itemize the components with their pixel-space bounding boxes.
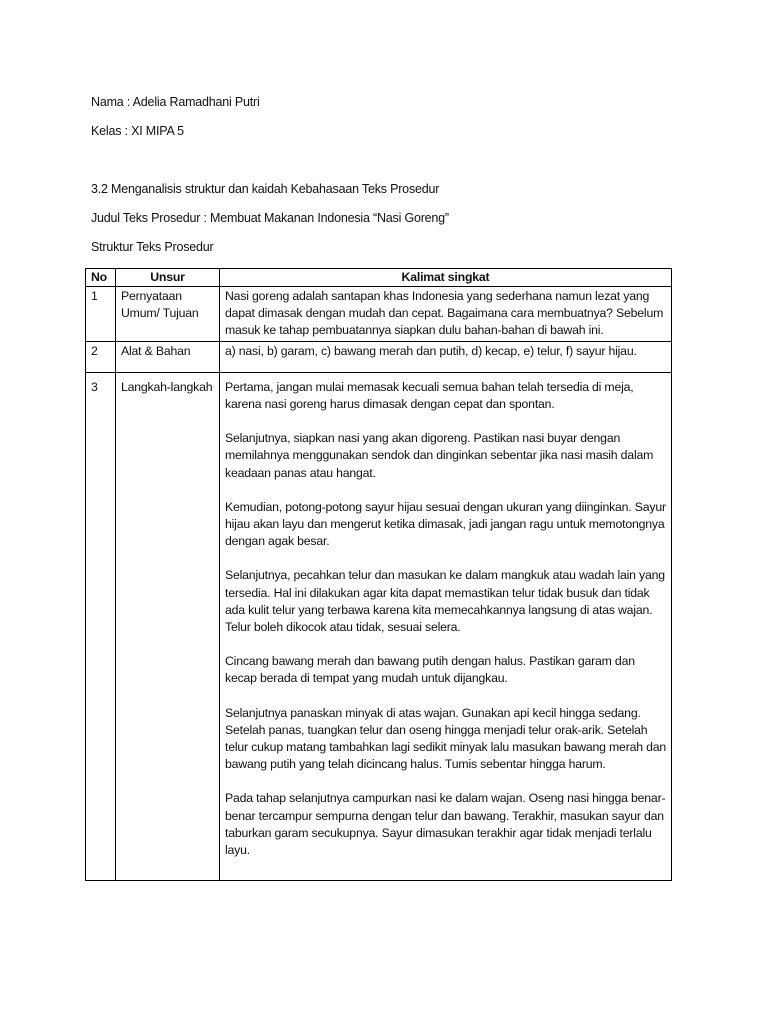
table-row <box>86 372 672 880</box>
student-class: Kelas : XI MIPA 5 <box>91 124 184 138</box>
structure-heading: Struktur Teks Prosedur <box>91 240 214 254</box>
step-paragraph: Selanjutnya panaskan minyak di atas wajan. Gunakan api kecil hingga sedang. Setelah panas, tuangkan telur dan oseng hingga menjadi telur orak-arik. Setelah telur cukup matang tambahkan lagi sedikit minyak lalu masukan bawang merah dan bawang putih yang telah dicincang halus. Tumis sebentar hingga harum. <box>225 705 667 772</box>
step-paragraph: Selanjutnya, siapkan nasi yang akan digoreng. Pastikan nasi buyar dengan memilahnya menggunakan sendok dan dinginkan sebentar jika nasi masih dalam keadaan panas atau hangat. <box>225 431 654 480</box>
step-paragraph: Pertama, jangan mulai memasak kecuali semua bahan telah tersedia di meja, karena nasi goreng harus dimasak dengan cepat dan spontan. <box>225 379 634 412</box>
column-header-unsur: Unsur <box>116 269 220 287</box>
column-header-no: No <box>86 269 116 287</box>
text-title: Judul Teks Prosedur : Membuat Makanan Indonesia “Nasi Goreng” <box>91 211 449 225</box>
row-unsur: Pernyataan Umum/ Tujuan <box>116 287 220 342</box>
column-header-kalimat: Kalimat singkat <box>220 269 672 287</box>
row-number: 3 <box>86 372 116 880</box>
step-paragraph: Selanjutnya, pecahkan telur dan masukan ke dalam mangkuk atau wadah lain yang tersedia. Hal ini dilakukan agar kita dapat memastikan telur tidak busuk dan tidak ada kulit telur yang terbawa karena kita memecahkannya langsung di atas wajan. Telur boleh dikocok atau tidak, sesuai selera. <box>225 568 665 635</box>
row-kalimat <box>220 341 672 372</box>
table-row <box>86 341 672 372</box>
paragraph: a) nasi, b) garam, c) bawang merah dan putih, d) kecap, e) telur, f) sayur hijau. <box>225 343 637 358</box>
step-paragraph: Kemudian, potong-potong sayur hijau sesuai dengan ukuran yang diinginkan. Sayur hijau akan layu dan mengerut ketika dimasak, jadi jangan ragu untuk memotongnya dengan agak besar. <box>225 499 666 549</box>
row-unsur: Alat & Bahan <box>116 341 220 372</box>
step-paragraph: Cincang bawang merah dan bawang putih dengan halus. Pastikan garam dan kecap berada di tempat yang mudah untuk dijangkau. <box>225 654 635 686</box>
row-unsur: Langkah-langkah <box>116 372 220 880</box>
basic-competency: 3.2 Menganalisis struktur dan kaidah Kebahasaan Teks Prosedur <box>91 182 440 196</box>
paragraph: Nasi goreng adalah santapan khas Indonesia yang sederhana namun lezat yang dapat dimasak dengan mudah dan cepat. Bagaimana cara membuatnya? Sebelum masuk ke tahap pembuatannya siapkan dulu bahan-bahan di bawah ini. <box>225 289 664 338</box>
structure-table <box>85 268 672 881</box>
row-number: 2 <box>86 341 116 372</box>
table-row <box>86 287 672 342</box>
row-kalimat <box>220 287 672 342</box>
row-kalimat <box>220 372 672 880</box>
student-name: Nama : Adelia Ramadhani Putri <box>91 95 260 109</box>
row-number: 1 <box>86 287 116 342</box>
step-paragraph: Pada tahap selanjutnya campurkan nasi ke dalam wajan. Oseng nasi hingga benar-benar tercampur sempurna dengan telur dan bawang. Terakhir, masukan sayur dan taburkan garam secukupnya. Sayur dimasukan terakhir agar tidak menjadi terlalu layu. <box>225 791 666 858</box>
table-header-row <box>86 269 672 287</box>
